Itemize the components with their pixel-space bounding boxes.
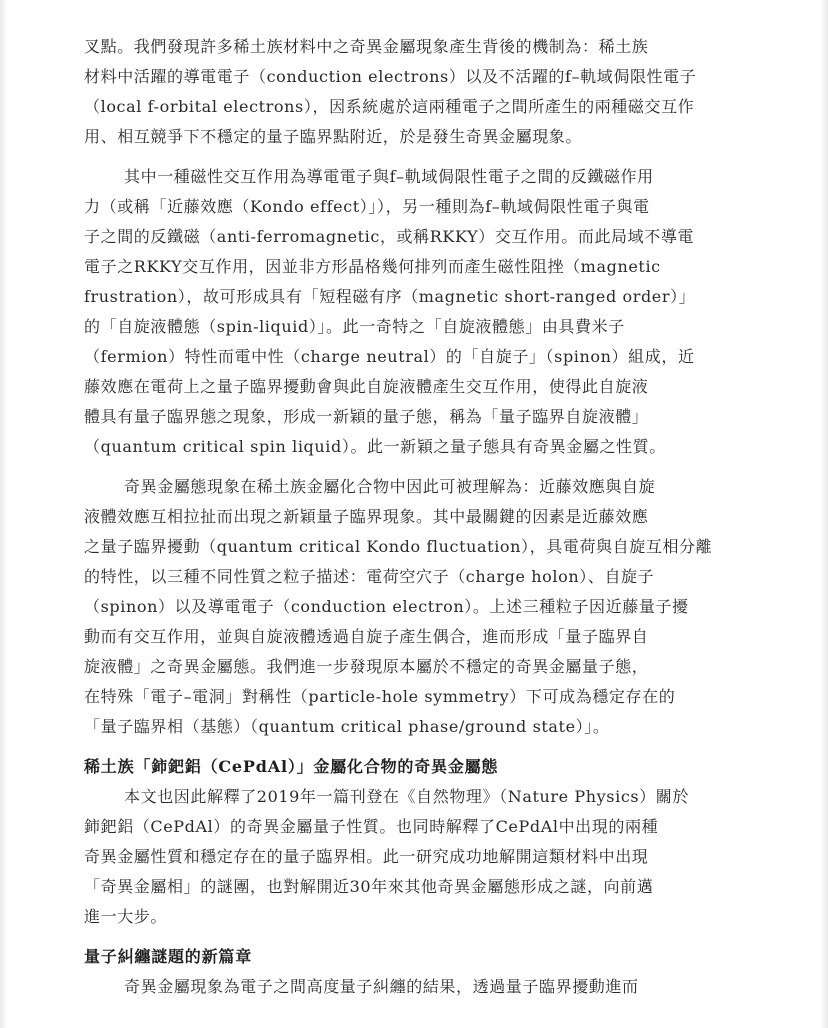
text-line: 在特殊「電子–電洞」對稱性（particle-hole symmetry）下可成為穩定存在的: [84, 687, 676, 706]
text-line: 奇異金屬態現象在稀土族金屬化合物中因此可被理解為：近藤效應與自旋: [124, 477, 656, 496]
text-line: 之量子臨界擾動（quantum critical Kondo fluctuation），具電荷與自旋互相分離: [84, 537, 713, 556]
text-line: 子之間的反鐵磁（anti-ferromagnetic，或稱RKKY）交互作用。而此局域不導電: [84, 227, 695, 246]
document-page: [84, 32, 744, 1002]
page-left-edge: [0, 0, 8, 1028]
text-line: 其中一種磁性交互作用為導電電子與f–軌域侷限性電子之間的反鐵磁作用: [124, 167, 654, 186]
text-line: （spinon）以及導電電子（conduction electron）。上述三種粒子因近藤量子擾: [84, 597, 689, 616]
text-line: frustration），故可形成具有「短程磁有序（magnetic short-ranged order）」: [84, 287, 696, 306]
paragraph-strange-metal-mechanism: [84, 32, 744, 152]
text-line: 「量子臨界相（基態）（quantum critical phase/ground state）」。: [84, 717, 610, 736]
text-line: 旋液體」之奇異金屬態。我們進一步發現原本屬於不穩定的奇異金屬量子態，: [84, 657, 649, 676]
text-line: 液體效應互相拉扯而出現之新穎量子臨界現象。其中最關鍵的因素是近藤效應: [84, 507, 649, 526]
text-line: 進一大步。: [84, 907, 168, 926]
text-line: 電子之RKKY交互作用，因並非方形晶格幾何排列而產生磁性阻挫（magnetic: [84, 257, 661, 276]
text-line: 本文也因此解釋了2019年一篇刊登在《自然物理》（Nature Physics）關於: [124, 787, 690, 806]
text-line: （local f-orbital electrons），因系統處於這兩種電子之間所產生的兩種磁交互作: [84, 97, 695, 116]
text-line: 「奇異金屬相」的謎團，也對解開近30年來其他奇異金屬態形成之謎，向前邁: [84, 877, 654, 896]
section-heading-entanglement: 量子糾纏謎題的新篇章: [84, 947, 253, 966]
paragraph-quantum-critical-phase: [84, 472, 744, 742]
paragraph-cepdal: [84, 782, 744, 932]
text-line: 的特性，以三種不同性質之粒子描述：電荷空穴子（charge holon）、自旋子: [84, 567, 655, 586]
text-line: 動而有交互作用，並與自旋液體透過自旋子產生偶合，進而形成「量子臨界自: [84, 627, 649, 646]
section-heading-cepdal: 稀土族「鈰鈀鋁（CePdAl）」金屬化合物的奇異金屬態: [84, 757, 499, 776]
text-line: 的「自旋液體態（spin-liquid）」。此一奇特之「自旋液體態」由具費米子: [84, 317, 625, 336]
text-line: 鈰鈀鋁（CePdAl）的奇異金屬量子性質。也同時解釋了CePdAl中出現的兩種: [84, 817, 659, 836]
paragraph-entanglement: [84, 972, 744, 1002]
text-line: 藤效應在電荷上之量子臨界擾動會與此自旋液體產生交互作用，使得此自旋液: [84, 377, 649, 396]
text-line: 奇異金屬性質和穩定存在的量子臨界相。此一研究成功地解開這類材料中出現: [84, 847, 649, 866]
text-line: 叉點。我們發現許多稀土族材料中之奇異金屬現象產生背後的機制為：稀土族: [84, 37, 649, 56]
page-right-edge: [820, 0, 828, 1028]
paragraph-magnetic-interactions: [84, 162, 744, 462]
text-line: （quantum critical spin liquid）。此一新穎之量子態具有奇異金屬之性質。: [84, 437, 666, 456]
text-line: 用、相互競爭下不穩定的量子臨界點附近，於是發生奇異金屬現象。: [84, 127, 583, 146]
text-line: （fermion）特性而電中性（charge neutral）的「自旋子」（spinon）組成，近: [84, 347, 695, 366]
text-line: 體具有量子臨界態之現象，形成一新穎的量子態，稱為「量子臨界自旋液體」: [84, 407, 649, 426]
text-line: 奇異金屬現象為電子之間高度量子糾纏的結果，透過量子臨界擾動進而: [124, 977, 639, 996]
text-line: 力（或稱「近藤效應（Kondo effect）」），另一種則為f–軌域侷限性電子與電: [84, 197, 650, 216]
text-line: 材料中活躍的導電電子（conduction electrons）以及不活躍的f–軌域侷限性電子: [84, 67, 697, 86]
